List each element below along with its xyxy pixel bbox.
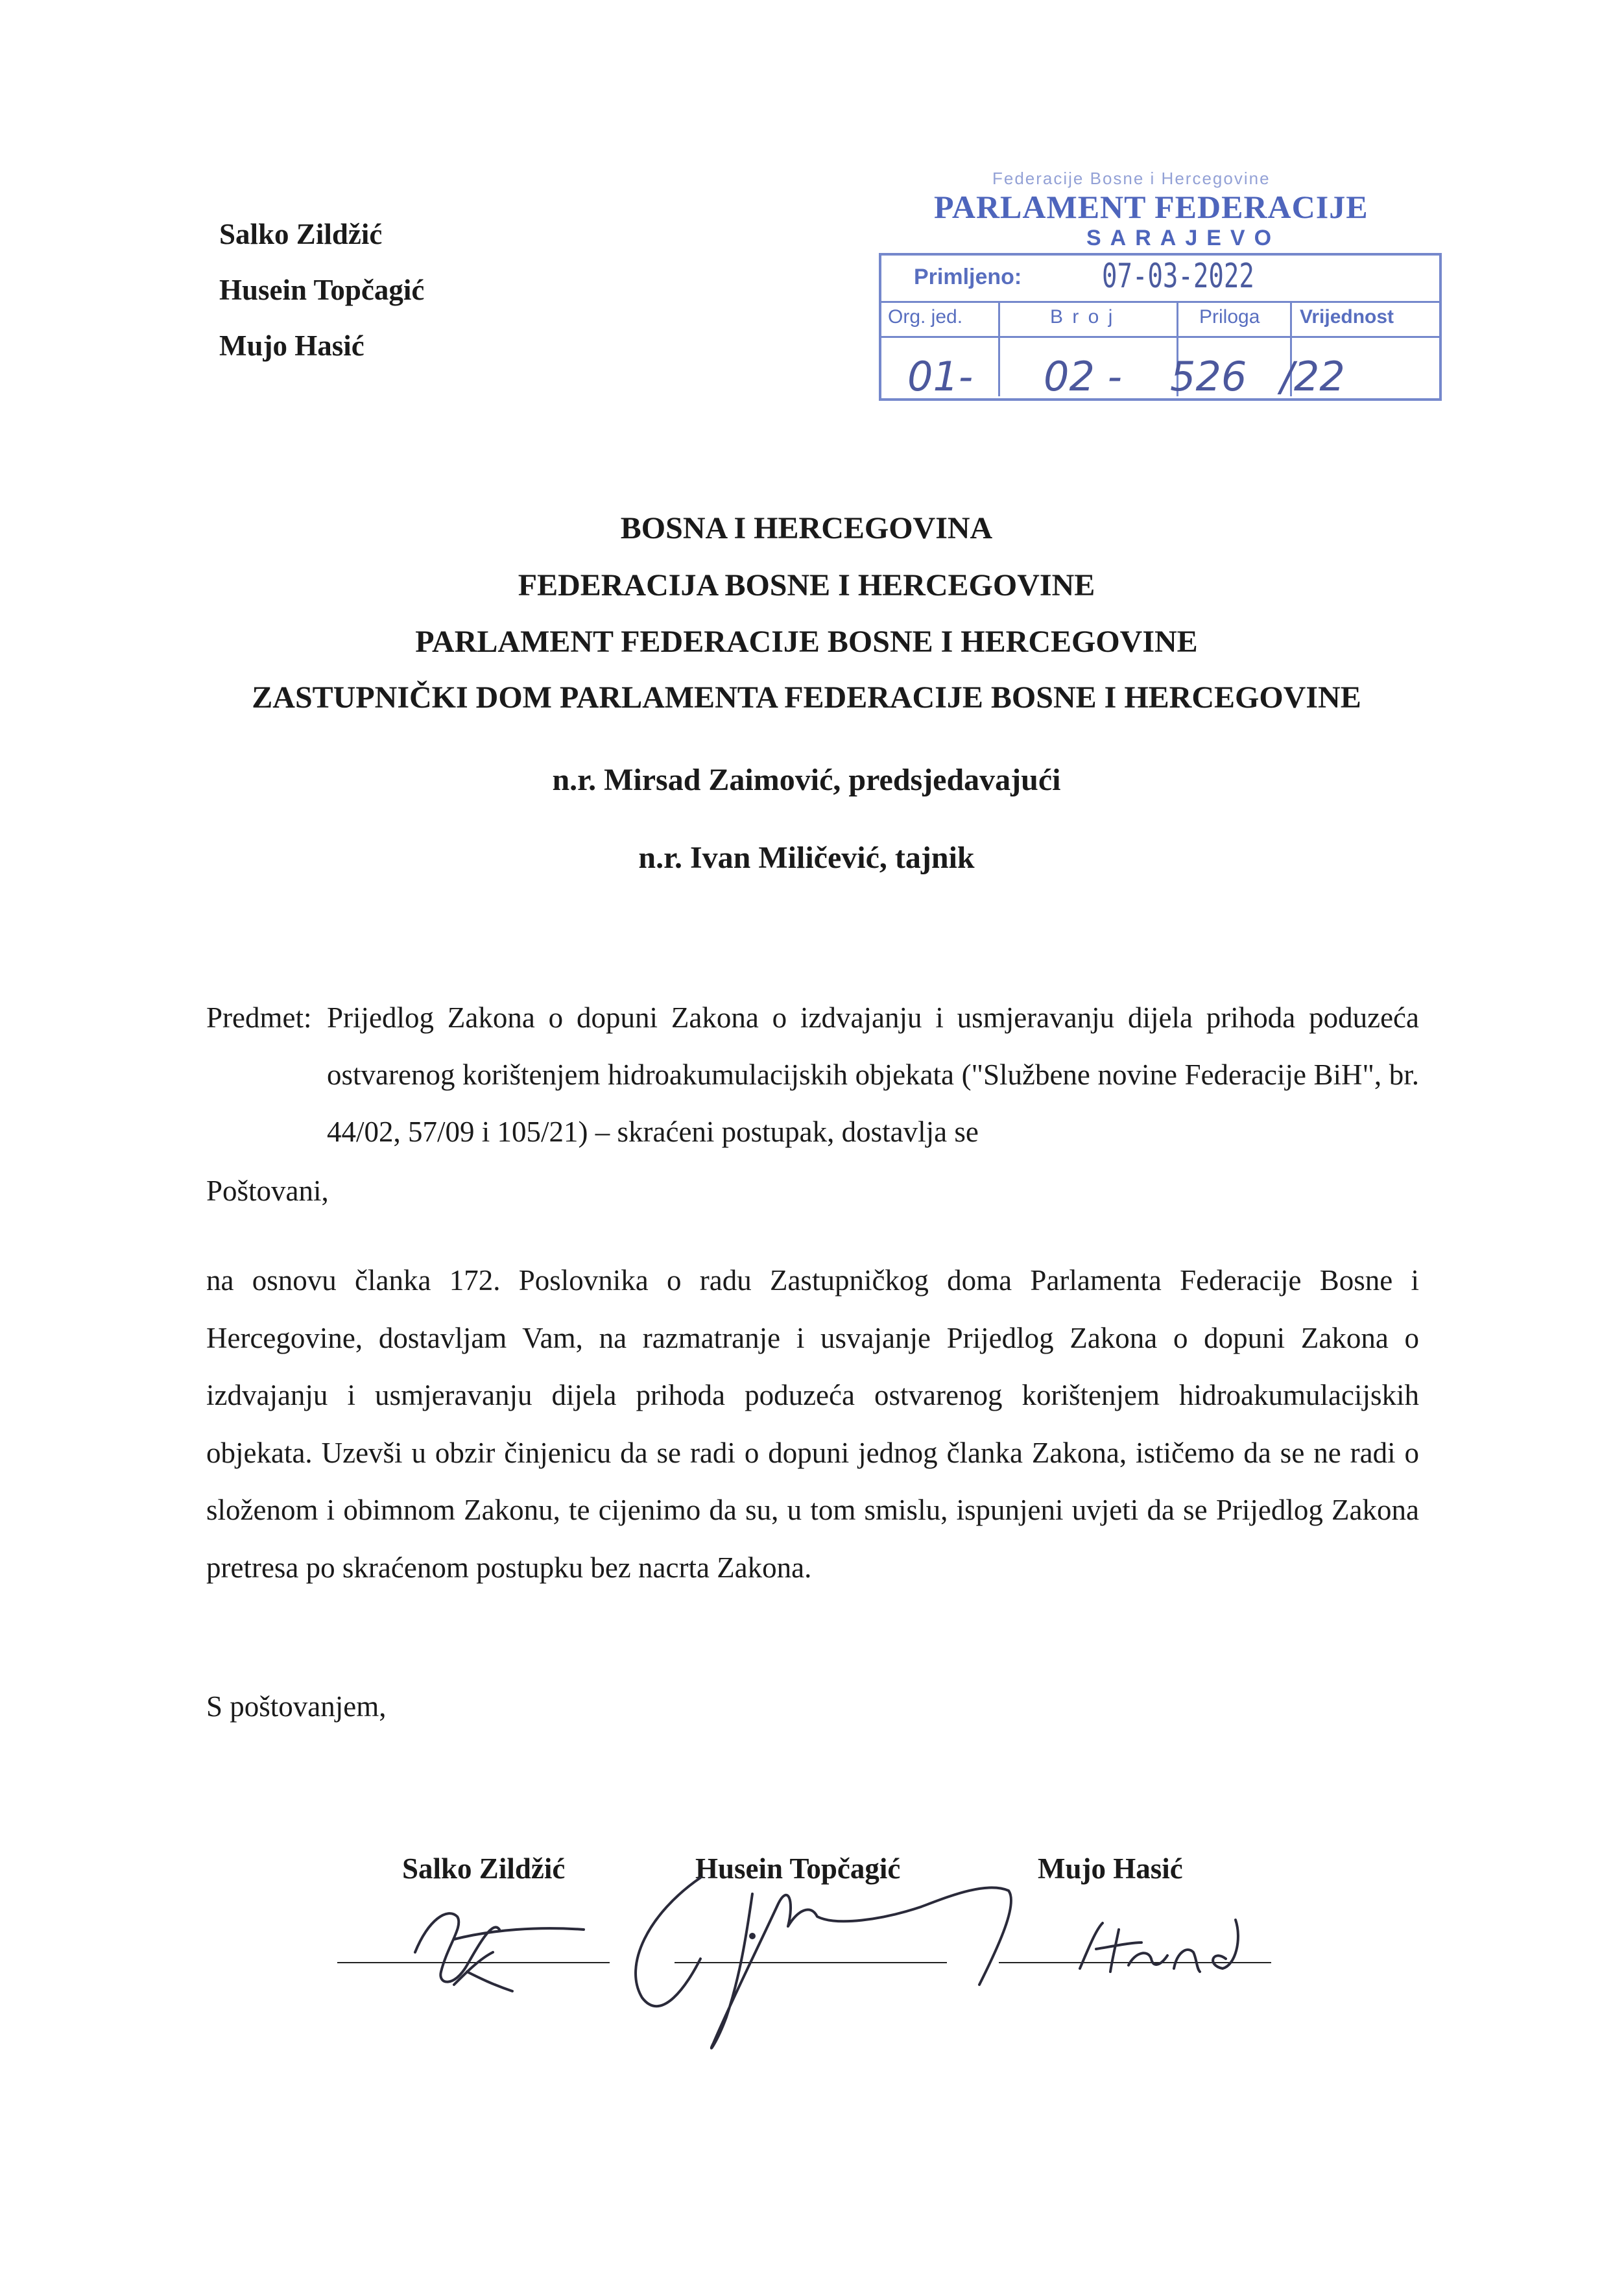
sender-name: Salko Zildžić — [219, 218, 383, 250]
address-line: BOSNA I HERCEGOVINA — [620, 511, 993, 545]
stamp-col-vrijednost: Vrijednost — [1300, 306, 1394, 328]
sender-name: Mujo Hasić — [219, 329, 364, 362]
stamp-handwritten-org: 01- — [907, 353, 974, 400]
stamp-register-box — [879, 253, 1442, 401]
sender-list — [219, 206, 424, 374]
registry-stamp — [869, 143, 1440, 409]
attention-line: n.r. Ivan Miličević, tajnik — [638, 841, 975, 875]
stamp-title: PARLAMENT FEDERACIJE — [934, 189, 1368, 225]
stamp-received-date: 07-03-2022 — [1102, 257, 1254, 296]
subject-text: Prijedlog Zakona o dopuni Zakona o izdvajanju i usmjeravanju dijela prihoda poduzeća ostvarenog korištenjem hidroakumulacijskih objekata ("Službene novine Federacije BiH", br. 44/02, 57/09 i 105/21) – skraćeni postupak, dostavlja se — [327, 1001, 1419, 1148]
signature-3 — [1080, 1920, 1238, 1972]
signatory-name: Salko Zildžić — [402, 1852, 566, 1885]
stamp-handwritten-year: /22 — [1280, 353, 1345, 400]
stamp-col-broj: B r o j — [1050, 306, 1115, 328]
attention-line: n.r. Mirsad Zaimović, predsjedavajući — [552, 763, 1061, 797]
letter-body: na osnovu članka 172. Poslovnika o radu Zastupničkog doma Parlamenta Federacije Bosne i Hercegovine, dostavljam Vam, na razmatranje i usvajanje Prijedlog Zakona o dopuni Zakona o izdvajanju i usmjeravanju dijela prihoda poduzeća ostvarenog korištenjem hidroakumulacijskih objekata. Uzevši u obzir činjenicu da se radi o dopuni jednog članka Zakona, ističemo da se ne radi o složenom i obimnom Zakonu, te cijenimo da su, u tom smislu, ispunjeni uvjeti da se Prijedlog Zakona pretresa po skraćenom postupku bez nacrta Zakona. — [206, 1264, 1419, 1584]
signature-1 — [415, 1913, 584, 1991]
address-line: PARLAMENT FEDERACIJE BOSNE I HERCEGOVINE — [415, 625, 1198, 659]
closing: S poštovanjem, — [206, 1690, 387, 1723]
stamp-header-faint: Federacije Bosne i Hercegovine — [992, 169, 1271, 188]
signature-line — [337, 1962, 610, 1963]
signature-2-dot — [750, 1934, 754, 1938]
signatory-name: Husein Topčagić — [695, 1852, 901, 1885]
greeting: Poštovani, — [206, 1175, 329, 1207]
subject-label: Predmet: — [206, 1001, 312, 1034]
signatory-name: Mujo Hasić — [1038, 1852, 1183, 1885]
stamp-col-priloga: Priloga — [1199, 306, 1260, 328]
stamp-handwritten-number: 526 — [1170, 353, 1247, 400]
stamp-col-org: Org. jed. — [888, 306, 963, 328]
stamp-handwritten-broj: 02 - — [1044, 353, 1122, 400]
signature-line — [999, 1962, 1271, 1963]
signature-line — [675, 1962, 947, 1963]
sender-name: Husein Topčagić — [219, 274, 425, 306]
stamp-city: SARAJEVO — [1086, 226, 1281, 250]
address-line: ZASTUPNIČKI DOM PARLAMENTA FEDERACIJE BOSNE I HERCEGOVINE — [252, 680, 1361, 715]
stamp-received-row — [881, 256, 1439, 303]
address-line: FEDERACIJA BOSNE I HERCEGOVINE — [518, 568, 1095, 603]
stamp-received-label: Primljeno: — [914, 265, 1022, 289]
